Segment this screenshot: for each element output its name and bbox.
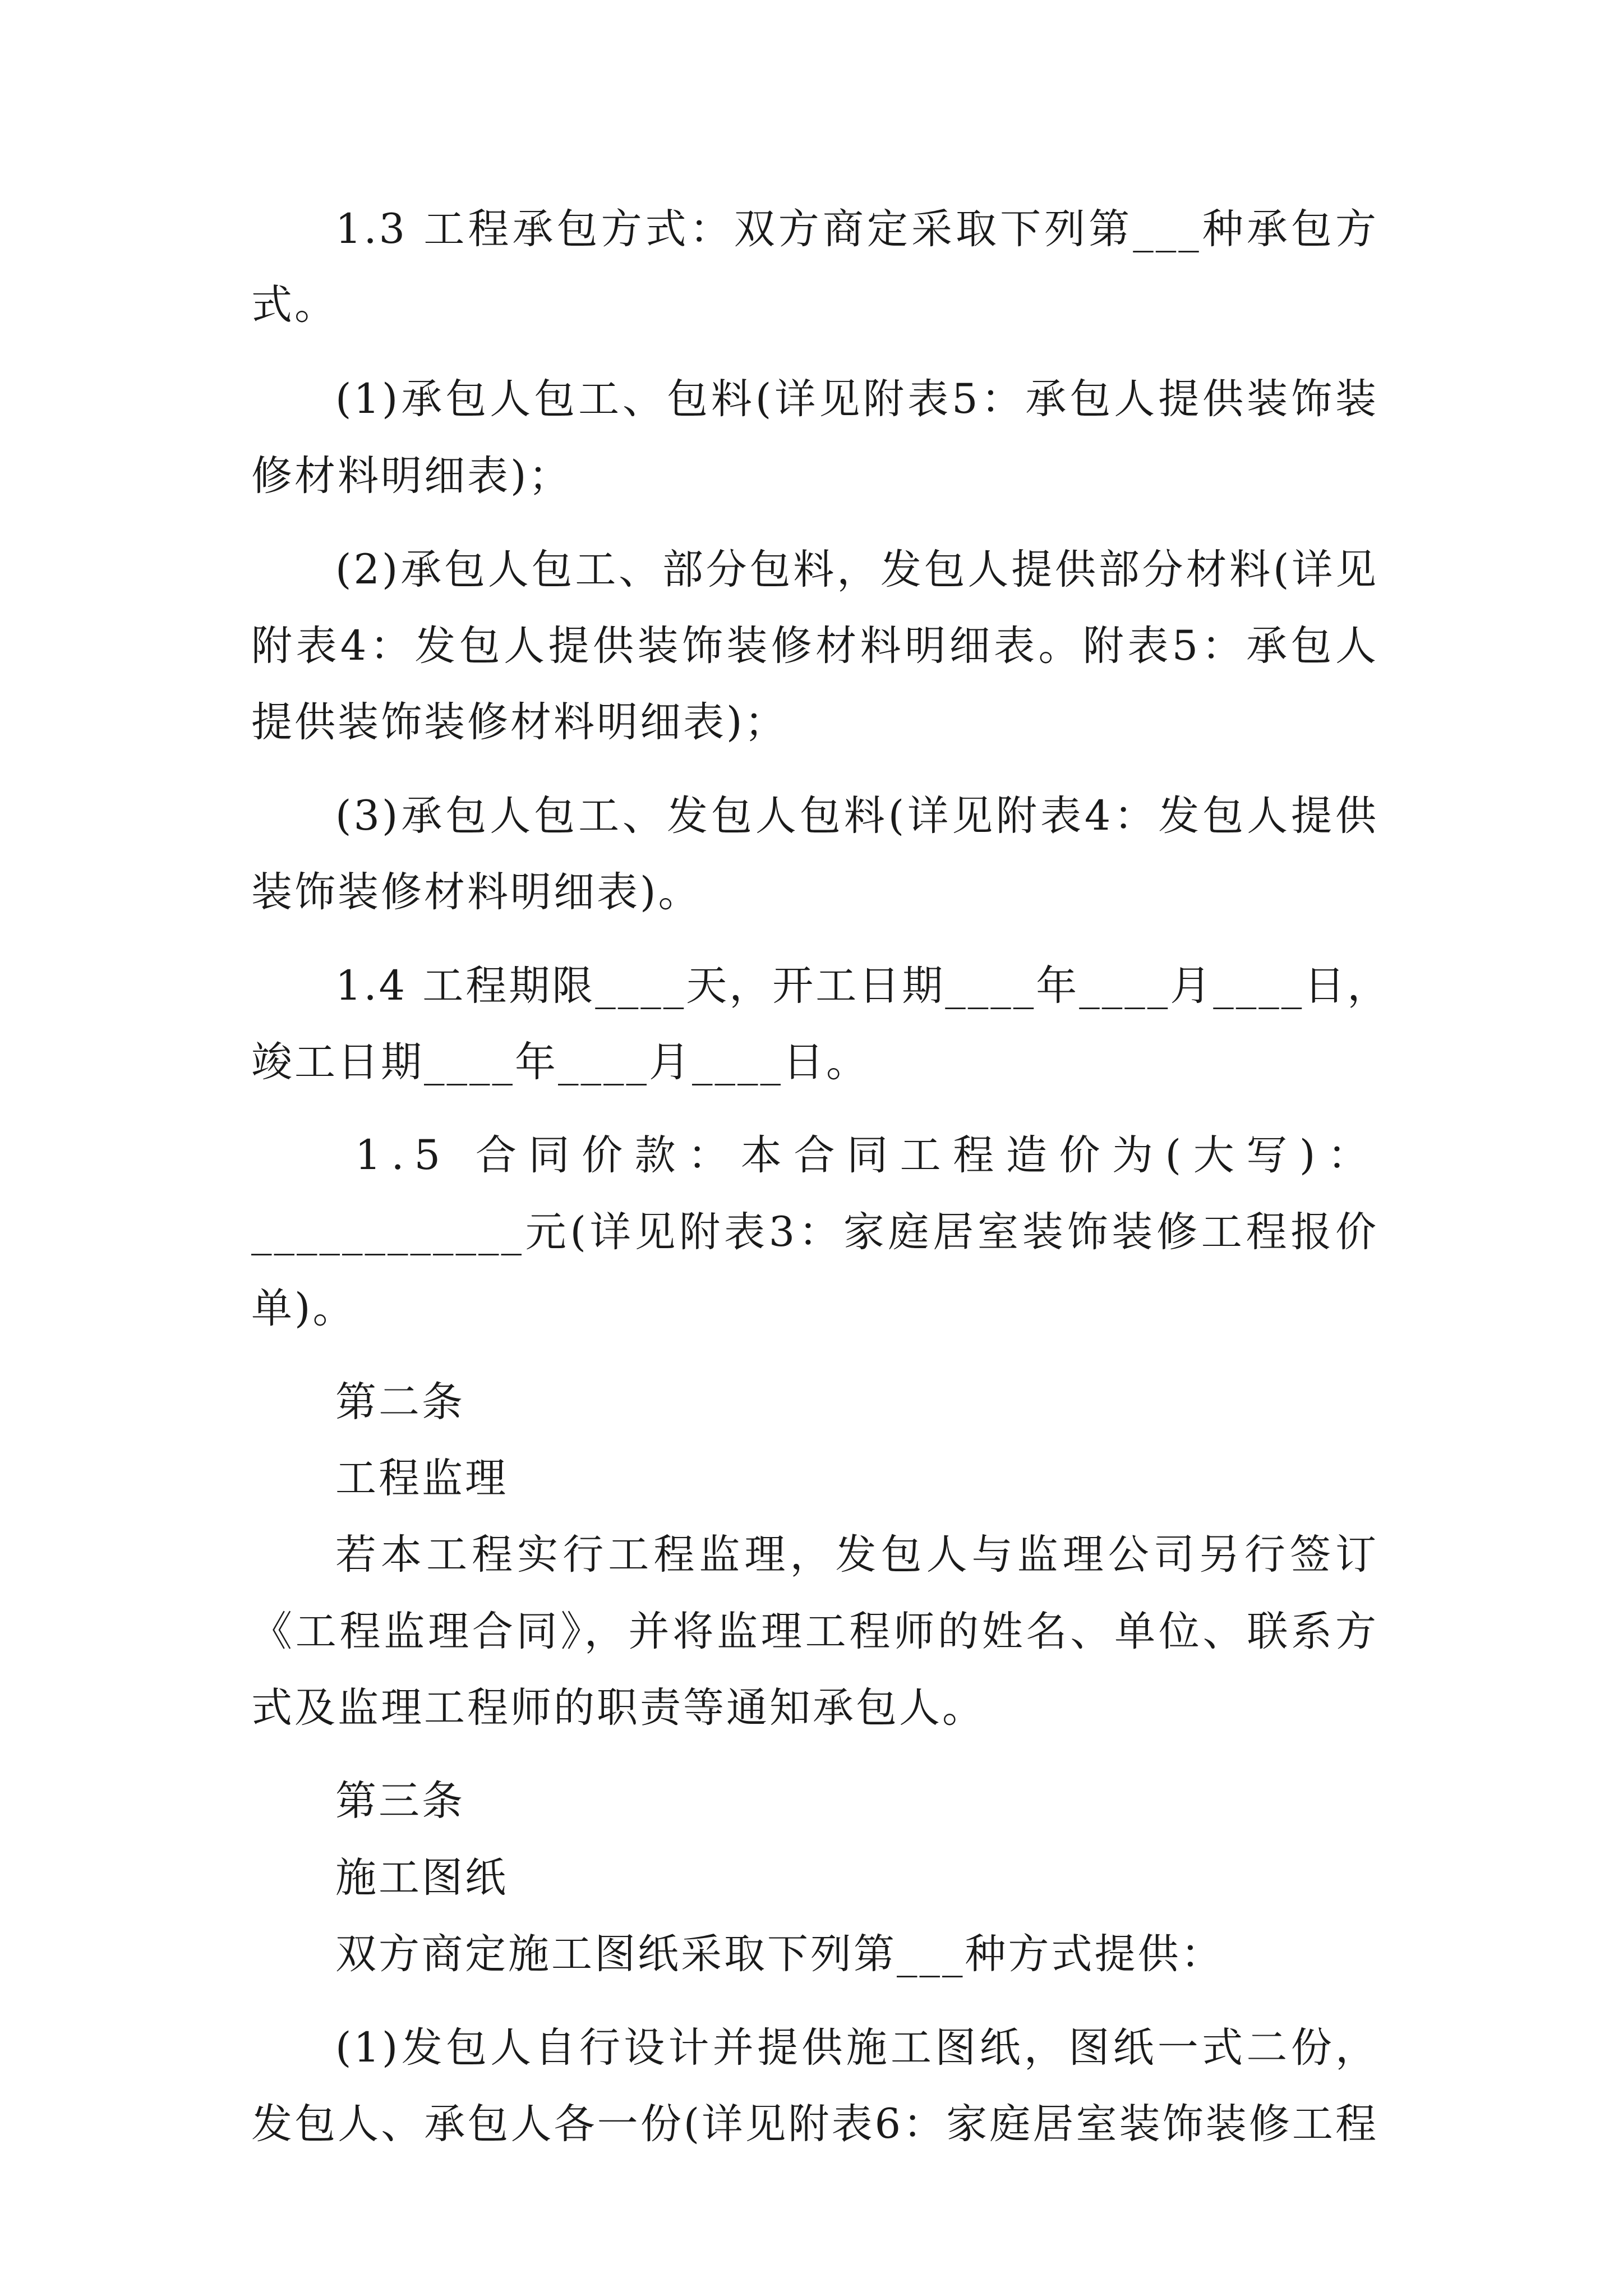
clause-1-5-line-1: 1.5 合同价款：本合同工程造价为(大写)： bbox=[355, 1131, 1378, 1179]
clause-1-3-line-1: 1.3 工程承包方式：双方商定采取下列第___种承包方 bbox=[335, 205, 1378, 253]
article-3-option-1-line-2: 发包人、承包人各一份(详见附表6：家庭居室装饰装修工程 bbox=[251, 2100, 1378, 2148]
clause-1-3-line-2: 式。 bbox=[251, 281, 338, 329]
article-3-body-line-1: 双方商定施工图纸采取下列第___种方式提供： bbox=[335, 1930, 1224, 1978]
article-3-option-1-line-1: (1)发包人自行设计并提供施工图纸，图纸一式二份， bbox=[335, 2024, 1378, 2072]
option-2-line-3: 提供装饰装修材料明细表)； bbox=[251, 698, 788, 746]
article-2-body-line-1: 若本工程实行工程监理，发包人与监理公司另行签订 bbox=[335, 1531, 1378, 1579]
article-3-title: 施工图纸 bbox=[335, 1854, 508, 1902]
article-2-body-line-3: 式及监理工程师的职责等通知承包人。 bbox=[251, 1684, 985, 1732]
option-1-line-2: 修材料明细表)； bbox=[251, 452, 572, 500]
article-2-heading: 第二条 bbox=[335, 1378, 465, 1426]
option-3-line-1: (3)承包人包工、发包人包料(详见附表4：发包人提供 bbox=[335, 792, 1378, 840]
option-3-line-2: 装饰装修材料明细表)。 bbox=[251, 868, 702, 916]
clause-1-5-line-2: ____________元(详见附表3：家庭居室装饰装修工程报价 bbox=[251, 1208, 1378, 1256]
clause-1-5-line-3: 单)。 bbox=[251, 1285, 356, 1332]
option-2-line-2: 附表4：发包人提供装饰装修材料明细表。附表5：承包人 bbox=[251, 622, 1378, 670]
article-2-title: 工程监理 bbox=[335, 1455, 508, 1502]
option-1-line-1: (1)承包人包工、包料(详见附表5：承包人提供装饰装 bbox=[335, 375, 1378, 423]
clause-1-4-line-1: 1.4 工程期限____天，开工日期____年____月____日， bbox=[335, 962, 1391, 1010]
article-2-body-line-2: 《工程监理合同》，并将监理工程师的姓名、单位、联系方 bbox=[251, 1608, 1378, 1655]
clause-1-4-line-2: 竣工日期____年____月____日。 bbox=[251, 1038, 869, 1086]
article-3-heading: 第三条 bbox=[335, 1777, 465, 1825]
option-2-line-1: (2)承包人包工、部分包料，发包人提供部分材料(详见 bbox=[335, 546, 1378, 593]
